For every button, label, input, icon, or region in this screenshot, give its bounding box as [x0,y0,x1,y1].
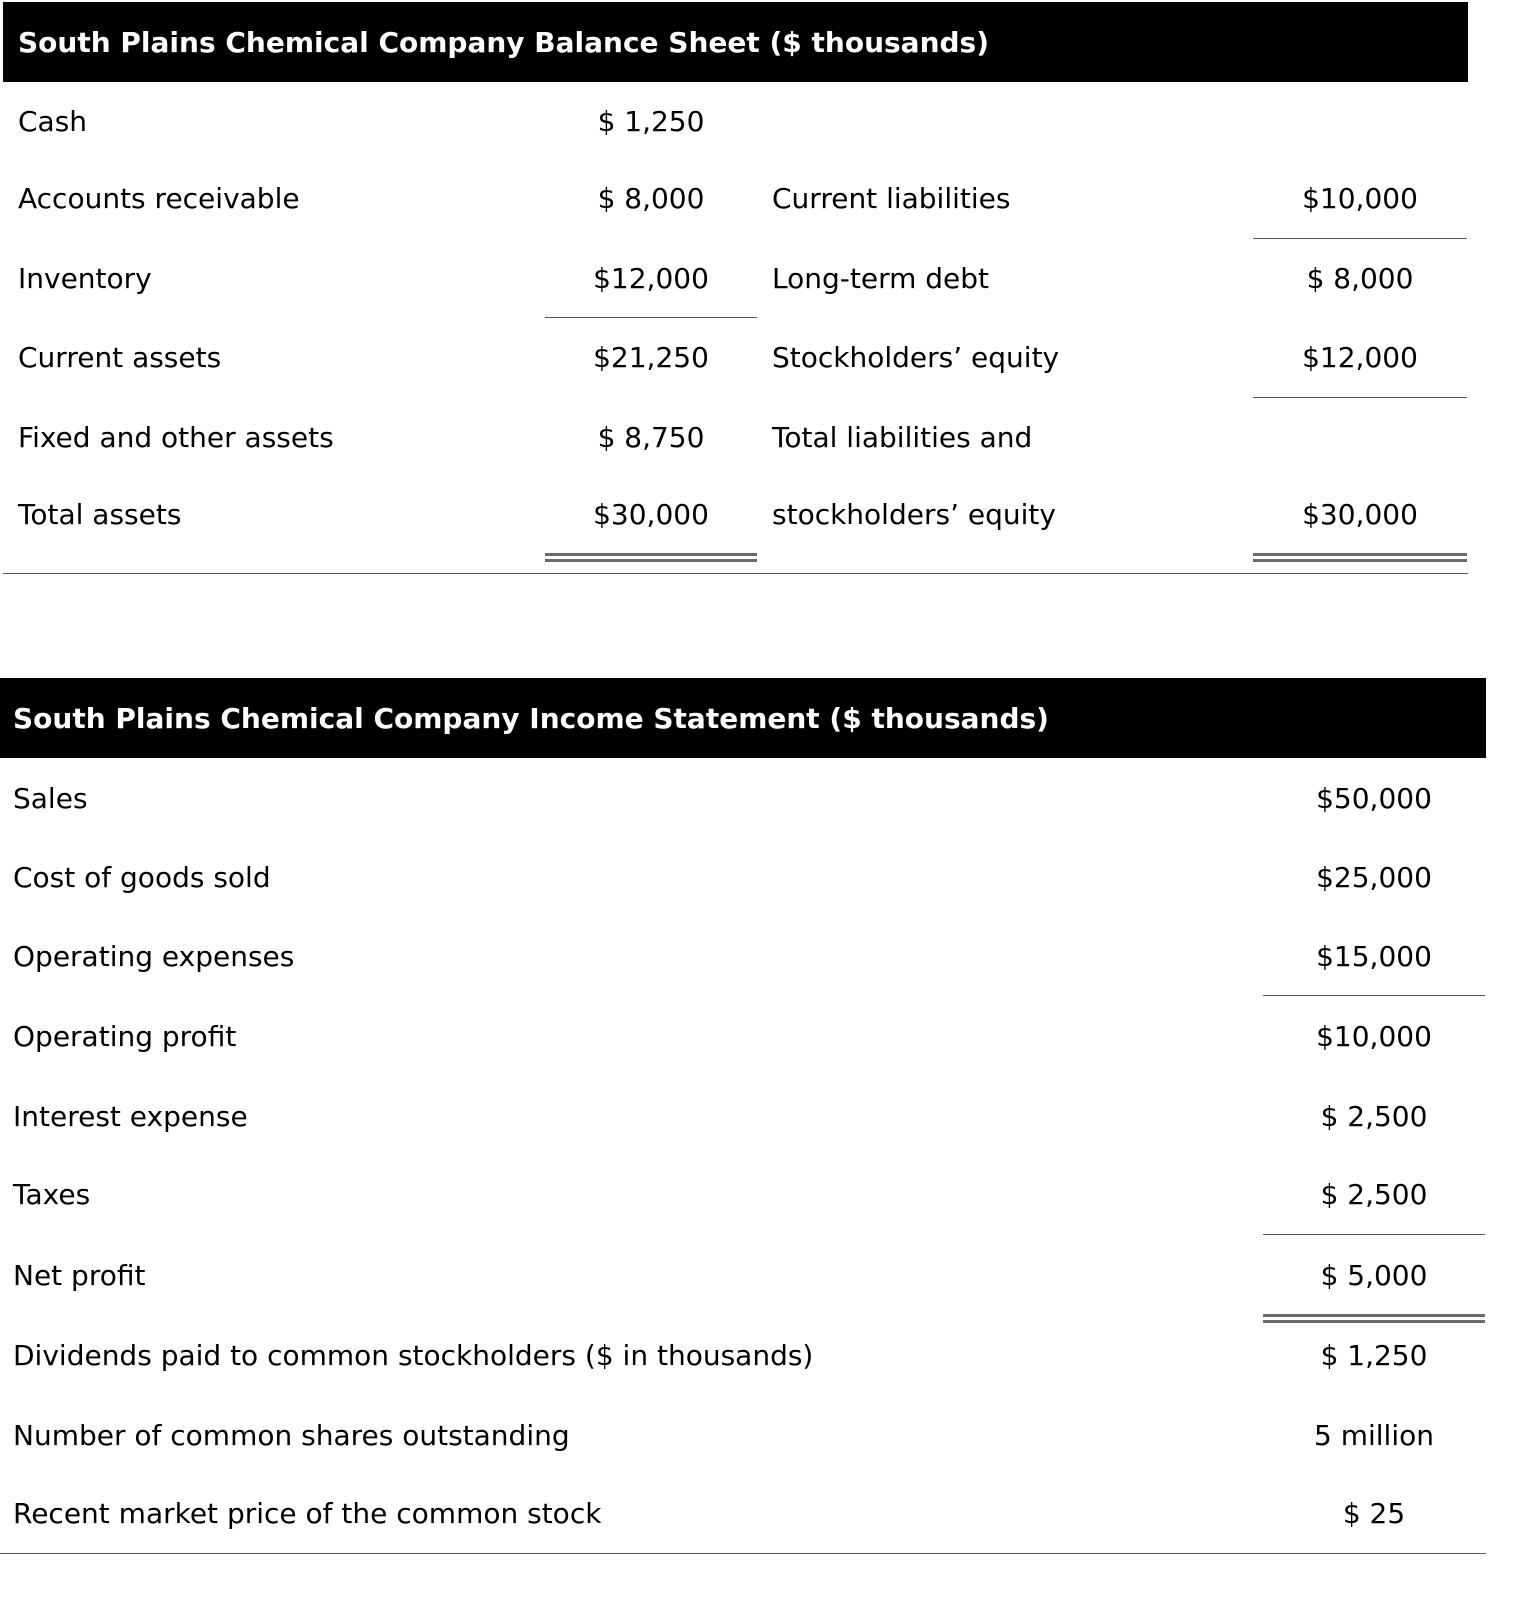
liability-value-current: $10,000 [1302,182,1418,215]
income-value-operating-profit: $10,000 [1316,1020,1432,1053]
income-statement-header [0,678,1486,758]
income-label-opex: Operating expenses [13,940,295,973]
asset-label-receivables: Accounts receivable [18,182,300,215]
liability-label-total-line1: Total liabilities and [772,421,1033,454]
liability-rule-1 [1253,238,1467,239]
liability-label-current: Current liabilities [772,182,1011,215]
balance-sheet-bottom-rule [3,573,1468,574]
liability-value-longterm: $ 8,000 [1306,262,1414,295]
income-value-dividends: $ 1,250 [1320,1339,1428,1372]
income-label-taxes: Taxes [13,1178,91,1211]
income-value-sales: $50,000 [1316,782,1432,815]
income-label-shares: Number of common shares outstanding [13,1419,570,1452]
income-value-cogs: $25,000 [1316,861,1432,894]
income-value-net-profit: $ 5,000 [1320,1259,1428,1292]
income-value-opex: $15,000 [1316,940,1432,973]
income-label-net-profit: Net profit [13,1259,146,1292]
balance-sheet-title: South Plains Chemical Company Balance Sheet ($ thousands) [18,25,990,59]
asset-value-fixed: $ 8,750 [597,421,705,454]
asset-label-current: Current assets [18,341,222,374]
income-value-market-price: $ 25 [1342,1497,1406,1530]
income-rule-taxes [1263,1234,1485,1235]
asset-label-inventory: Inventory [18,262,152,295]
income-label-cogs: Cost of goods sold [13,861,271,894]
asset-value-inventory: $12,000 [593,262,709,295]
income-net-profit-double-rule [1263,1314,1485,1323]
income-label-market-price: Recent market price of the common stock [13,1497,602,1530]
asset-value-receivables: $ 8,000 [597,182,705,215]
income-rule-opex [1263,995,1485,996]
balance-sheet-header [3,2,1468,82]
liability-label-total-line2: stockholders’ equity [772,498,1056,531]
income-statement-bottom-rule [0,1553,1486,1554]
asset-label-cash: Cash [18,105,88,138]
income-value-interest: $ 2,500 [1320,1100,1428,1133]
income-value-taxes: $ 2,500 [1320,1178,1428,1211]
liability-total-double-rule [1253,553,1467,562]
liability-value-total: $30,000 [1302,498,1418,531]
income-label-dividends: Dividends paid to common stockholders ($ in thousands) [13,1339,814,1372]
income-statement-title: South Plains Chemical Company Income Statement ($ thousands) [13,701,1049,735]
liability-label-equity: Stockholders’ equity [772,341,1060,374]
asset-total-double-rule [545,553,757,562]
asset-subtotal-rule [545,317,757,318]
income-label-operating-profit: Operating profit [13,1020,237,1053]
income-label-interest: Interest expense [13,1100,248,1133]
asset-value-total: $30,000 [593,498,709,531]
liability-value-equity: $12,000 [1302,341,1418,374]
liability-rule-2 [1253,397,1467,398]
asset-value-current: $21,250 [593,341,709,374]
income-label-sales: Sales [13,782,88,815]
liability-label-longterm: Long-term debt [772,262,990,295]
income-value-shares: 5 million [1314,1419,1434,1452]
asset-value-cash: $ 1,250 [597,105,705,138]
asset-label-total: Total assets [18,498,182,531]
asset-label-fixed: Fixed and other assets [18,421,334,454]
